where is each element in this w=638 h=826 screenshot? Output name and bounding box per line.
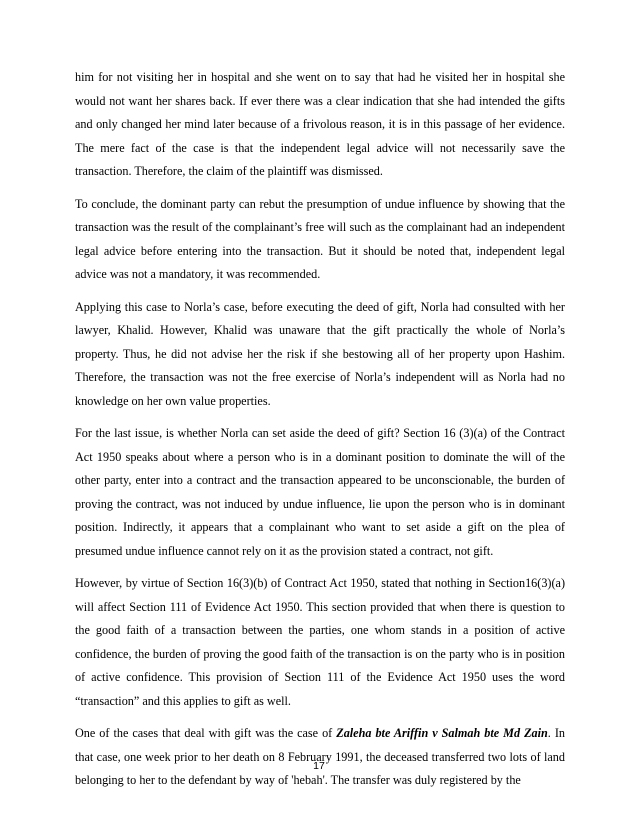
paragraph-4: For the last issue, is whether Norla can set aside the deed of gift? Section 16 (3)(a) of the Contract Act 1950 speaks about where a person who is in a dominant position to dominate the will of the other party, enter into a contract and the transaction appeared to be unconscionable, the burden of proving the contract, was not induced by undue influence, lie upon the person who is in dominant position. Indirectly, it appears that a complainant who want to set aside a gift on the plea of presumed undue influence cannot rely on it as the provision stated a contract, not gift. [75,426,565,558]
paragraph-1: him for not visiting her in hospital and she went on to say that had he visited her in hospital she would not want her shares back. If ever there was a clear indication that she had intended the gifts and only changed her mind later because of a frivolous reason, it is in this passage of her evidence. The mere fact of the case is that the independent legal advice will not necessarily save the transaction. Therefore, the claim of the plaintiff was dismissed. [75,70,565,178]
paragraph-6 [75,722,565,793]
paragraph-6-intro: One of the cases that deal with gift was the case of [75,726,337,740]
paragraph-3: Applying this case to Norla’s case, before executing the deed of gift, Norla had consulted with her lawyer, Khalid. However, Khalid was unaware that the gift practically the whole of Norla’s property. Thus, he did not advise her the risk if she bestowing all of her property upon Hashim. Therefore, the transaction was not the free exercise of Norla’s independent will as Norla had no knowledge on her own value properties. [75,299,565,408]
paragraph-6-rest: . In that case, one week prior to her death on 8 February 1991, the deceased transferred two lots of land belonging to her to the defendant by way of 'hebah'. The transfer was duly registered by the [75,726,565,787]
paragraph-2: To conclude, the dominant party can rebut the presumption of undue influence by showing that the transaction was the result of the complainant’s free will such as the complainant had an independent legal advice before entering into the transaction. But it should be noted that, independent legal advice was not a mandatory, it was recommended. [75,196,565,281]
body-text [75,66,565,802]
paragraph-5: However, by virtue of Section 16(3)(b) of Contract Act 1950, stated that nothing in Section16(3)(a) will affect Section 111 of Evidence Act 1950. This section provided that when there is question to the good faith of a transaction between the parties, one whom stands in a position of active confidence, the burden of proving the good faith of the transaction is on the party who is in position of active confidence. This provision of Section 111 of the Evidence Act 1950 uses the word “transaction” and this applies to gift as well. [75,576,565,708]
case-citation: Zaleha bte Ariffin v Salmah bte Md Zain [336,726,548,740]
page-number: 17 [313,760,325,772]
